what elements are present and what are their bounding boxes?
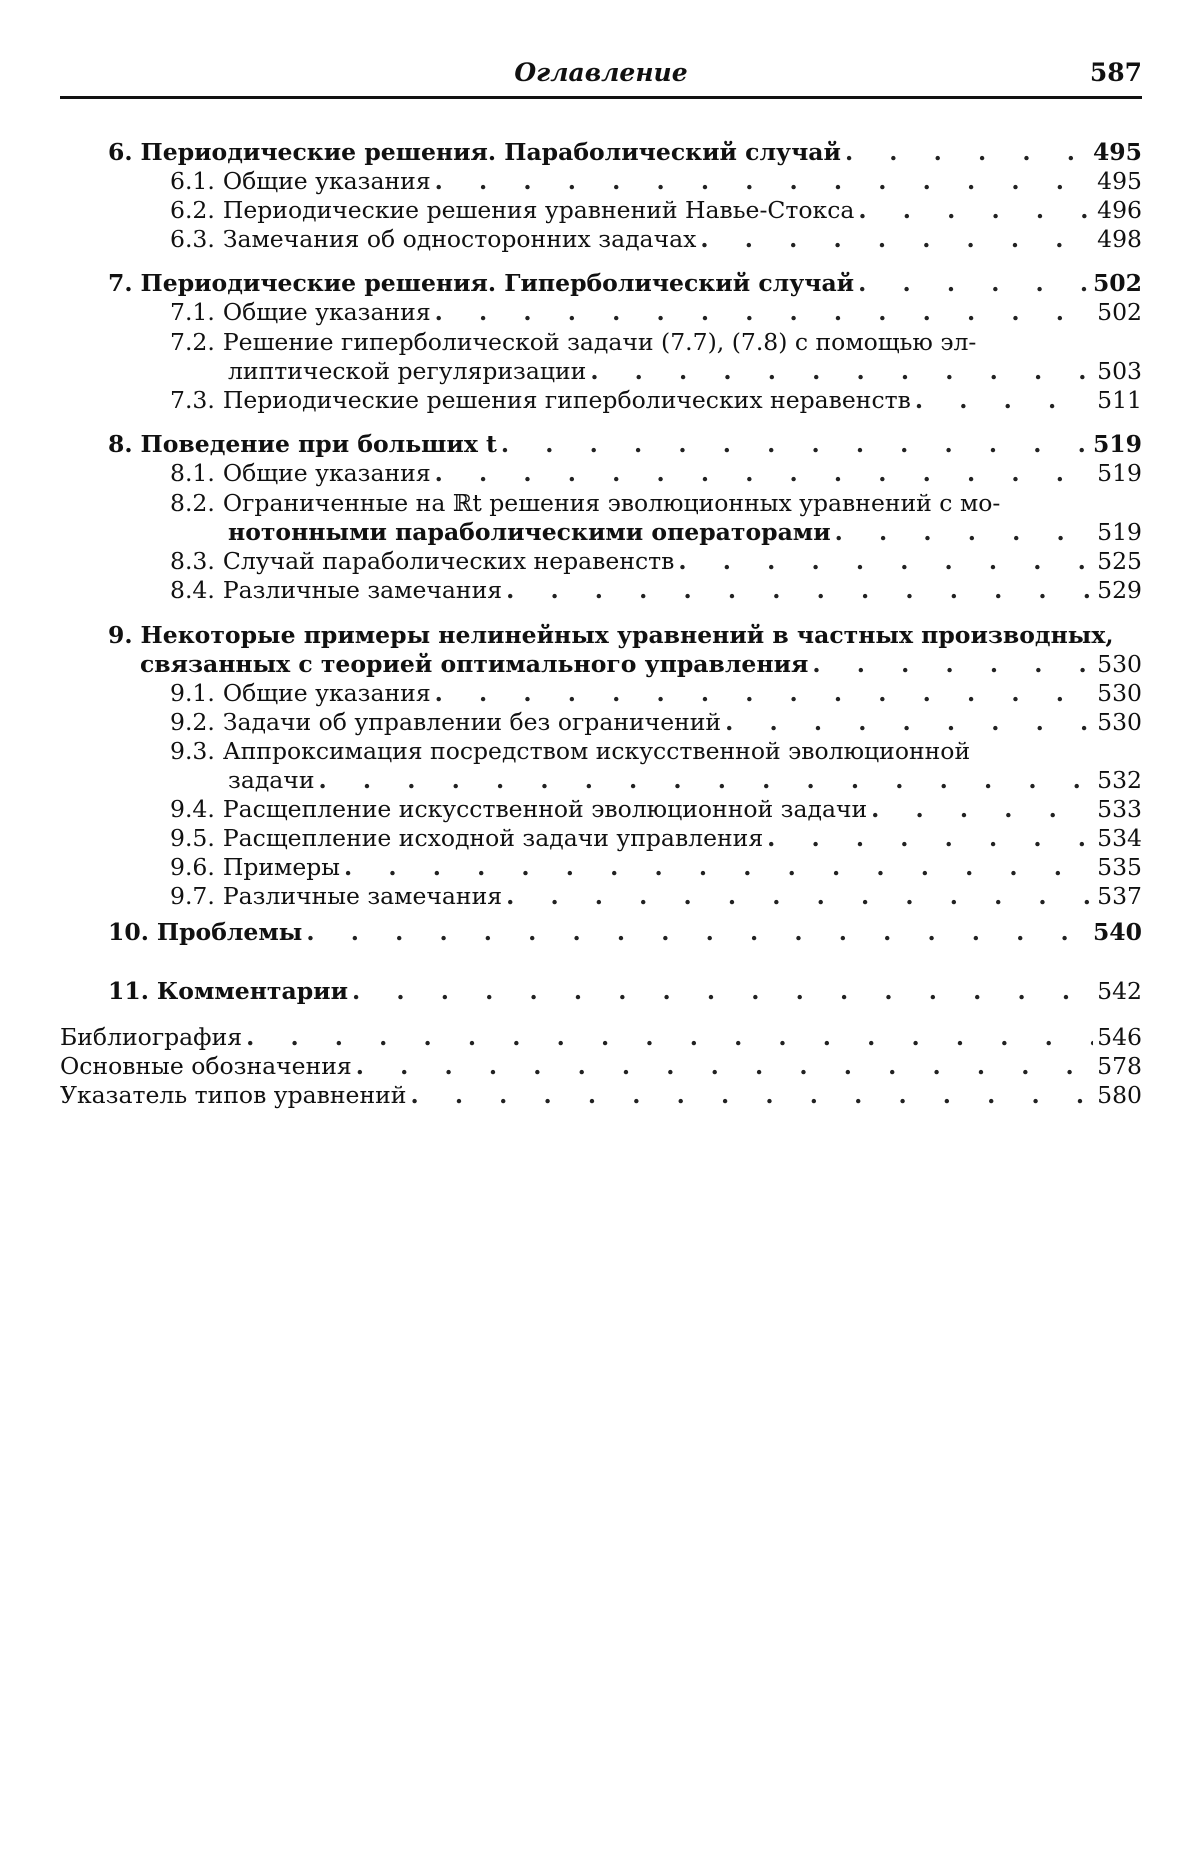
toc-number: 9. bbox=[108, 620, 133, 650]
toc-number: 9.1. bbox=[170, 678, 215, 708]
toc-entry-9-5[interactable] bbox=[170, 823, 1142, 853]
toc-title: Поведение при больших t bbox=[133, 429, 497, 459]
toc-title: Различные замечания bbox=[215, 881, 502, 911]
toc-page: 495 bbox=[1097, 166, 1142, 196]
toc-entry-6-2[interactable] bbox=[170, 195, 1142, 225]
toc-number: 7.3. bbox=[170, 385, 215, 415]
toc-entry-6[interactable] bbox=[108, 137, 1142, 167]
toc-title: Периодические решения. Гиперболический случай bbox=[133, 268, 855, 298]
toc-entry-9[interactable] bbox=[108, 620, 1142, 650]
toc-entry-9-1[interactable] bbox=[170, 678, 1142, 708]
dot-leader bbox=[435, 458, 1093, 488]
toc-number: 11. bbox=[108, 976, 149, 1006]
toc-title: Общие указания bbox=[215, 166, 431, 196]
dot-leader bbox=[506, 881, 1093, 911]
toc-page: 498 bbox=[1097, 224, 1142, 254]
toc-title-line2: задачи bbox=[228, 765, 315, 795]
toc-number: 9.4. bbox=[170, 794, 215, 824]
toc-title-line1: Решение гиперболической задачи (7.7), (7.8) с помощью эл- bbox=[215, 327, 977, 357]
toc-entry-6-1[interactable] bbox=[170, 166, 1142, 196]
book-page bbox=[0, 0, 1200, 1872]
toc-page: 533 bbox=[1097, 794, 1142, 824]
toc-title: Общие указания bbox=[215, 458, 431, 488]
dot-leader bbox=[435, 678, 1093, 708]
dot-leader bbox=[725, 707, 1093, 737]
toc-number: 6.2. bbox=[170, 195, 215, 225]
dot-leader bbox=[410, 1080, 1093, 1110]
toc-page: 519 bbox=[1093, 429, 1142, 459]
toc-page: 532 bbox=[1097, 765, 1142, 795]
toc-number: 6.1. bbox=[170, 166, 215, 196]
toc-title: Библиография bbox=[60, 1022, 242, 1052]
toc-entry-7-2[interactable] bbox=[170, 327, 1142, 357]
dot-leader bbox=[352, 976, 1093, 1006]
toc-number: 8. bbox=[108, 429, 133, 459]
dot-leader bbox=[306, 917, 1089, 947]
dot-leader bbox=[590, 356, 1093, 386]
toc-page: 546 bbox=[1097, 1022, 1142, 1052]
toc-entry-11[interactable] bbox=[108, 976, 1142, 1006]
toc-title-line1: Ограниченные на ℝt решения эволюционных уравнений с мо- bbox=[215, 488, 1000, 518]
toc-title-line2: связанных с теорией оптимального управления bbox=[140, 649, 808, 679]
toc-number: 7.1. bbox=[170, 297, 215, 327]
toc-entry-9-4[interactable] bbox=[170, 794, 1142, 824]
toc-title: Периодические решения гиперболических неравенств bbox=[215, 385, 911, 415]
toc-page: 502 bbox=[1097, 297, 1142, 327]
toc-title: Комментарии bbox=[149, 976, 348, 1006]
toc-title: Общие указания bbox=[215, 678, 431, 708]
dot-leader bbox=[871, 794, 1093, 824]
toc-page: 503 bbox=[1097, 356, 1142, 386]
toc-page: 519 bbox=[1097, 458, 1142, 488]
page-header bbox=[60, 54, 1142, 94]
dot-leader bbox=[319, 765, 1094, 795]
toc-page: 540 bbox=[1093, 917, 1142, 947]
toc-title: Различные замечания bbox=[215, 575, 502, 605]
toc-entry-9-3[interactable] bbox=[170, 736, 1142, 766]
toc-entry-9-2[interactable] bbox=[170, 707, 1142, 737]
toc-number: 9.2. bbox=[170, 707, 215, 737]
dot-leader bbox=[435, 297, 1093, 327]
toc-title: Замечания об односторонних задачах bbox=[215, 224, 697, 254]
toc-title: Случай параболических неравенств bbox=[215, 546, 675, 576]
toc-page: 529 bbox=[1097, 575, 1142, 605]
toc-number: 9.3. bbox=[170, 736, 215, 766]
toc-entry-9-7[interactable] bbox=[170, 881, 1142, 911]
dot-leader bbox=[858, 195, 1093, 225]
header-rule bbox=[60, 96, 1142, 99]
toc-number: 10. bbox=[108, 917, 149, 947]
dot-leader bbox=[344, 852, 1093, 882]
dot-leader bbox=[845, 137, 1089, 167]
toc-title: Расщепление исходной задачи управления bbox=[215, 823, 763, 853]
toc-entry-6-3[interactable] bbox=[170, 224, 1142, 254]
toc-entry-bibliography[interactable] bbox=[60, 1022, 1142, 1052]
toc-entry-9-6[interactable] bbox=[170, 852, 1142, 882]
toc-entry-8-3[interactable] bbox=[170, 546, 1142, 576]
toc-entry-8-2[interactable] bbox=[170, 488, 1142, 518]
toc-entry-7-2-cont[interactable] bbox=[228, 356, 1142, 386]
toc-number: 8.4. bbox=[170, 575, 215, 605]
toc-number: 6.3. bbox=[170, 224, 215, 254]
toc-title: Задачи об управлении без ограничений bbox=[215, 707, 721, 737]
toc-title-line1: Аппроксимация посредством искусственной эволюционной bbox=[215, 736, 970, 766]
toc-page: 525 bbox=[1097, 546, 1142, 576]
dot-leader bbox=[858, 268, 1089, 298]
dot-leader bbox=[812, 649, 1093, 679]
toc-title: Проблемы bbox=[149, 917, 302, 947]
toc-number: 7. bbox=[108, 268, 133, 298]
toc-page: 496 bbox=[1097, 195, 1142, 225]
toc-entry-8-2-cont[interactable] bbox=[228, 517, 1142, 547]
toc-title: Основные обозначения bbox=[60, 1051, 352, 1081]
toc-page: 502 bbox=[1093, 268, 1142, 298]
toc-page: 530 bbox=[1097, 678, 1142, 708]
toc-entry-8[interactable] bbox=[108, 429, 1142, 459]
dot-leader bbox=[506, 575, 1093, 605]
dot-leader bbox=[835, 517, 1094, 547]
toc-page: 530 bbox=[1097, 649, 1142, 679]
toc-title: Указатель типов уравнений bbox=[60, 1080, 406, 1110]
dot-leader bbox=[435, 166, 1093, 196]
toc-entry-9-3-cont[interactable] bbox=[228, 765, 1142, 795]
toc-title-line2: нотонными параболическими операторами bbox=[228, 517, 831, 547]
running-title: Оглавление bbox=[60, 58, 1142, 87]
dot-leader bbox=[356, 1051, 1093, 1081]
toc-number: 8.2. bbox=[170, 488, 215, 518]
toc-number: 9.6. bbox=[170, 852, 215, 882]
dot-leader bbox=[915, 385, 1093, 415]
toc-entry-10[interactable] bbox=[108, 917, 1142, 947]
toc-page: 534 bbox=[1097, 823, 1142, 853]
toc-number: 9.7. bbox=[170, 881, 215, 911]
toc-page: 542 bbox=[1097, 976, 1142, 1006]
toc-entry-8-4[interactable] bbox=[170, 575, 1142, 605]
toc-entry-equation-index[interactable] bbox=[60, 1080, 1142, 1110]
toc-entry-notation[interactable] bbox=[60, 1051, 1142, 1081]
toc-number: 7.2. bbox=[170, 327, 215, 357]
toc-page: 580 bbox=[1097, 1080, 1142, 1110]
dot-leader bbox=[678, 546, 1093, 576]
toc-title-line2: липтической регуляризации bbox=[228, 356, 586, 386]
toc-page: 511 bbox=[1097, 385, 1142, 415]
dot-leader bbox=[700, 224, 1093, 254]
toc-title: Периодические решения. Параболический случай bbox=[133, 137, 841, 167]
dot-leader bbox=[501, 429, 1089, 459]
toc-page: 530 bbox=[1097, 707, 1142, 737]
toc-entry-8-1[interactable] bbox=[170, 458, 1142, 488]
toc-number: 8.3. bbox=[170, 546, 215, 576]
toc-number: 6. bbox=[108, 137, 133, 167]
toc-page: 537 bbox=[1097, 881, 1142, 911]
toc-page: 495 bbox=[1093, 137, 1142, 167]
toc-title: Общие указания bbox=[215, 297, 431, 327]
dot-leader bbox=[246, 1022, 1093, 1052]
toc-page: 535 bbox=[1097, 852, 1142, 882]
toc-title: Периодические решения уравнений Навье-Стокса bbox=[215, 195, 855, 225]
toc-entry-9-cont[interactable] bbox=[140, 649, 1142, 679]
toc-title-line1: Некоторые примеры нелинейных уравнений в частных производных, bbox=[133, 620, 1114, 650]
toc-entry-7[interactable] bbox=[108, 268, 1142, 298]
page-number: 587 bbox=[1090, 58, 1142, 87]
dot-leader bbox=[767, 823, 1093, 853]
toc-page: 519 bbox=[1097, 517, 1142, 547]
toc-title: Расщепление искусственной эволюционной задачи bbox=[215, 794, 867, 824]
toc-number: 8.1. bbox=[170, 458, 215, 488]
toc-number: 9.5. bbox=[170, 823, 215, 853]
toc-title: Примеры bbox=[215, 852, 340, 882]
toc-page: 578 bbox=[1097, 1051, 1142, 1081]
toc-entry-7-1[interactable] bbox=[170, 297, 1142, 327]
toc-entry-7-3[interactable] bbox=[170, 385, 1142, 415]
